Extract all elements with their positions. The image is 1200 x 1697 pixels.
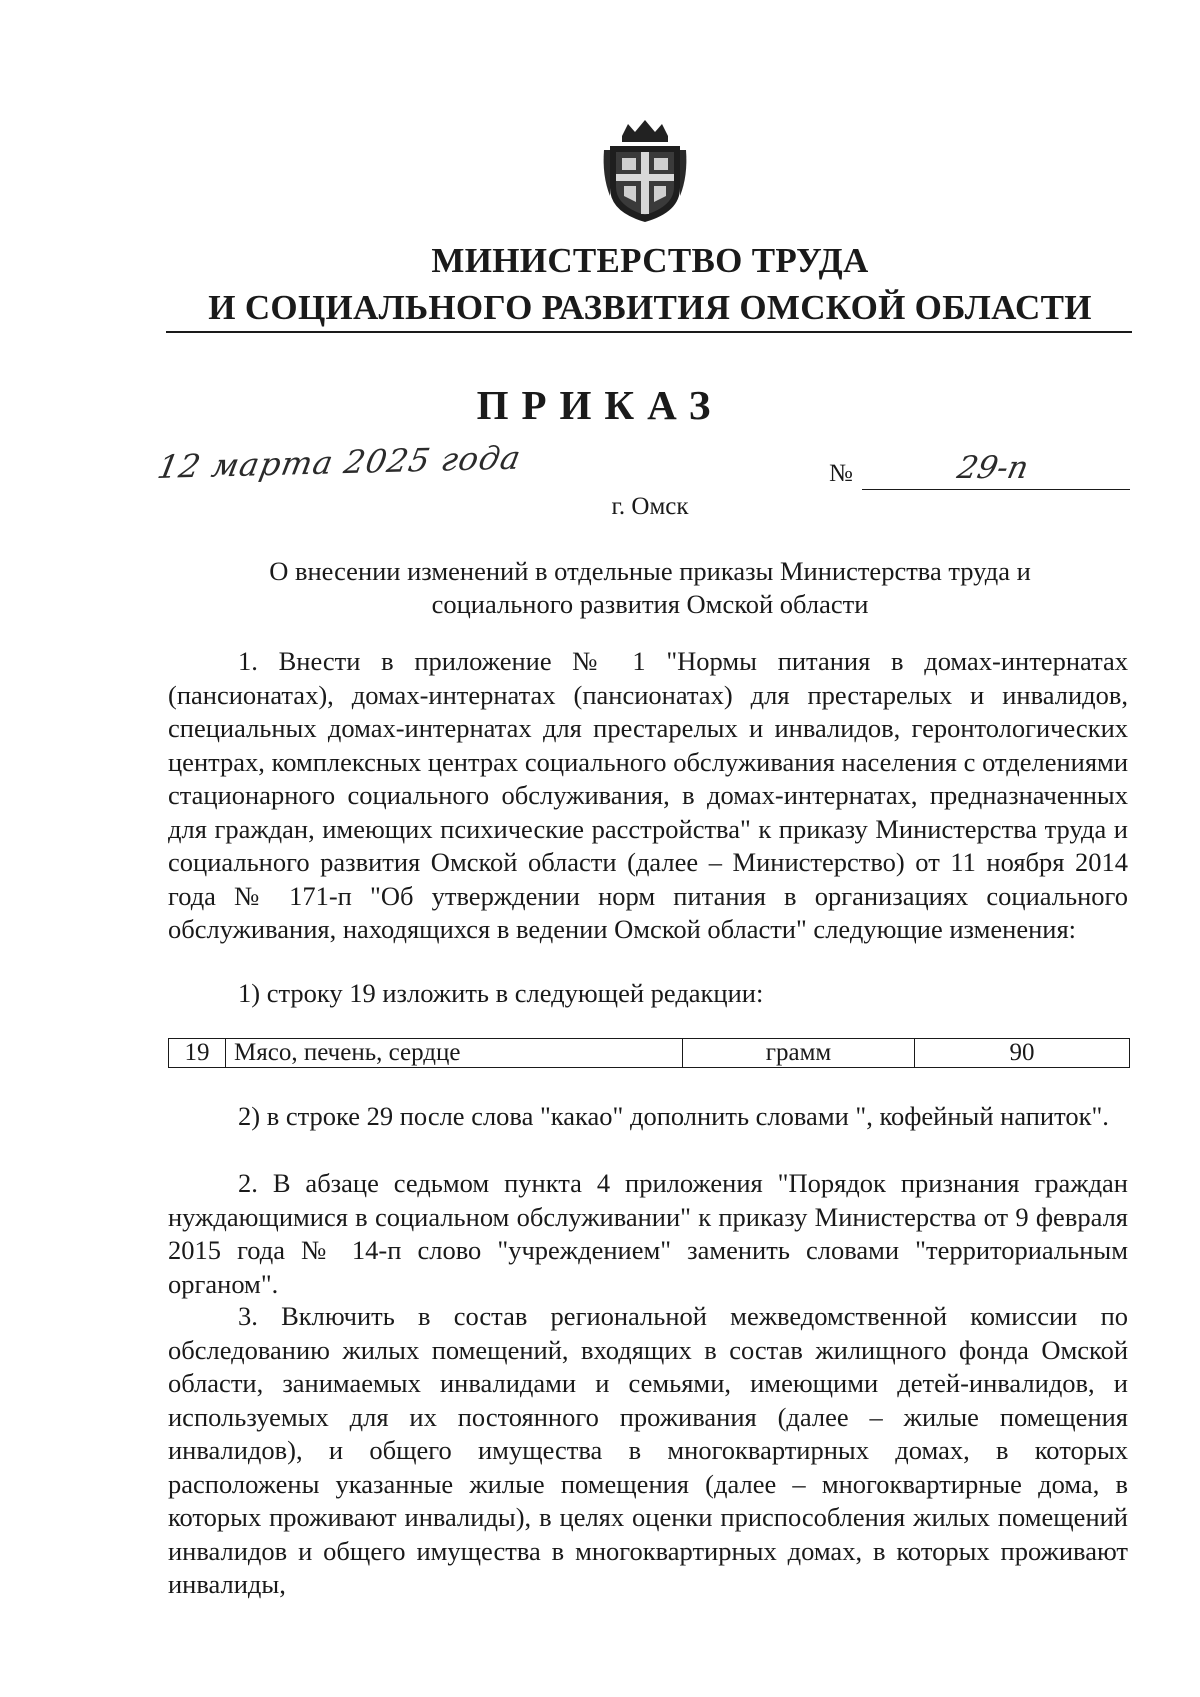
value-cell: 90 — [915, 1039, 1130, 1068]
title-line1: О внесении изменений в отдельные приказы Министерства труда и — [269, 556, 1031, 586]
handwritten-date: 12 марта 2025 года — [154, 438, 525, 486]
paragraph-item3: 3. Включить в состав региональной межведомственной комиссии по обследованию жилых помещений, входящих в состав жилищного фонда Омской области, занимаемых инвалидами и семьями, имеющими детей-инвалидов, и используемых для их постоянного проживания (далее – жилые помещения инвалидов), и общего имущества в многоквартирных домах, в которых расположены указанные жилые помещения (далее – многоквартирные дома, в которых проживают инвалиды), в целях оценки приспособления жилых помещений инвалидов и общего имущества в многоквартирных домах, в которых проживают инвалиды, — [168, 1301, 1128, 1599]
amended-row-table — [168, 1038, 1130, 1068]
document-type: ПРИКАЗ — [476, 382, 724, 428]
title-line2: социального развития Омской области — [431, 589, 869, 619]
paragraph-item2: 2. В абзаце седьмом пункта 4 приложения "Порядок признания граждан нуждающимися в социальном обслуживании" к приказу Министерства от 9 февраля 2015 года № 14-п слово "учреждением" заменить словами "территориальным органом". — [168, 1168, 1128, 1299]
header-divider — [166, 331, 1132, 333]
number-label: № — [829, 460, 853, 487]
city: г. Омск — [611, 493, 689, 520]
number-underline — [862, 489, 1130, 490]
handwritten-number: 29-п — [954, 450, 1032, 486]
unit-cell: грамм — [683, 1039, 915, 1068]
paragraph-item1: 1. Внести в приложение № 1 "Нормы питания в домах-интернатах (пансионатах), домах-интернатах (пансионатах) для престарелых и инвалидов, специальных домах-интернатах для престарелых и инвалидов, геронтологических центрах, комплексных центрах социального обслуживания населения с отделениями стационарного социального обслуживания, в домах-интернатах, предназначенных для граждан, имеющих психические расстройства" к приказу Министерства труда и социального развития Омской области (далее – Министерство) от 11 ноября 2014 года № 171-п "Об утверждении норм питания в организациях социального обслуживания, находящихся в ведении Омской области" следующие изменения: — [168, 646, 1128, 944]
paragraph-item1-sub1: 1) строку 19 изложить в следующей редакции: — [238, 978, 764, 1008]
coat-of-arms-emblem — [602, 116, 688, 224]
paragraph-item1-sub2: 2) в строке 29 после слова "какао" дополнить словами ", кофейный напиток". — [238, 1101, 1109, 1131]
ministry-name-line2: И СОЦИАЛЬНОГО РАЗВИТИЯ ОМСКОЙ ОБЛАСТИ — [208, 288, 1092, 327]
ministry-name-line1: МИНИСТЕРСТВО ТРУДА — [431, 241, 869, 280]
document-title — [160, 555, 1140, 621]
product-name-cell: Мясо, печень, сердце — [226, 1039, 683, 1068]
row-number-cell: 19 — [169, 1039, 226, 1068]
table-row — [169, 1039, 1130, 1068]
